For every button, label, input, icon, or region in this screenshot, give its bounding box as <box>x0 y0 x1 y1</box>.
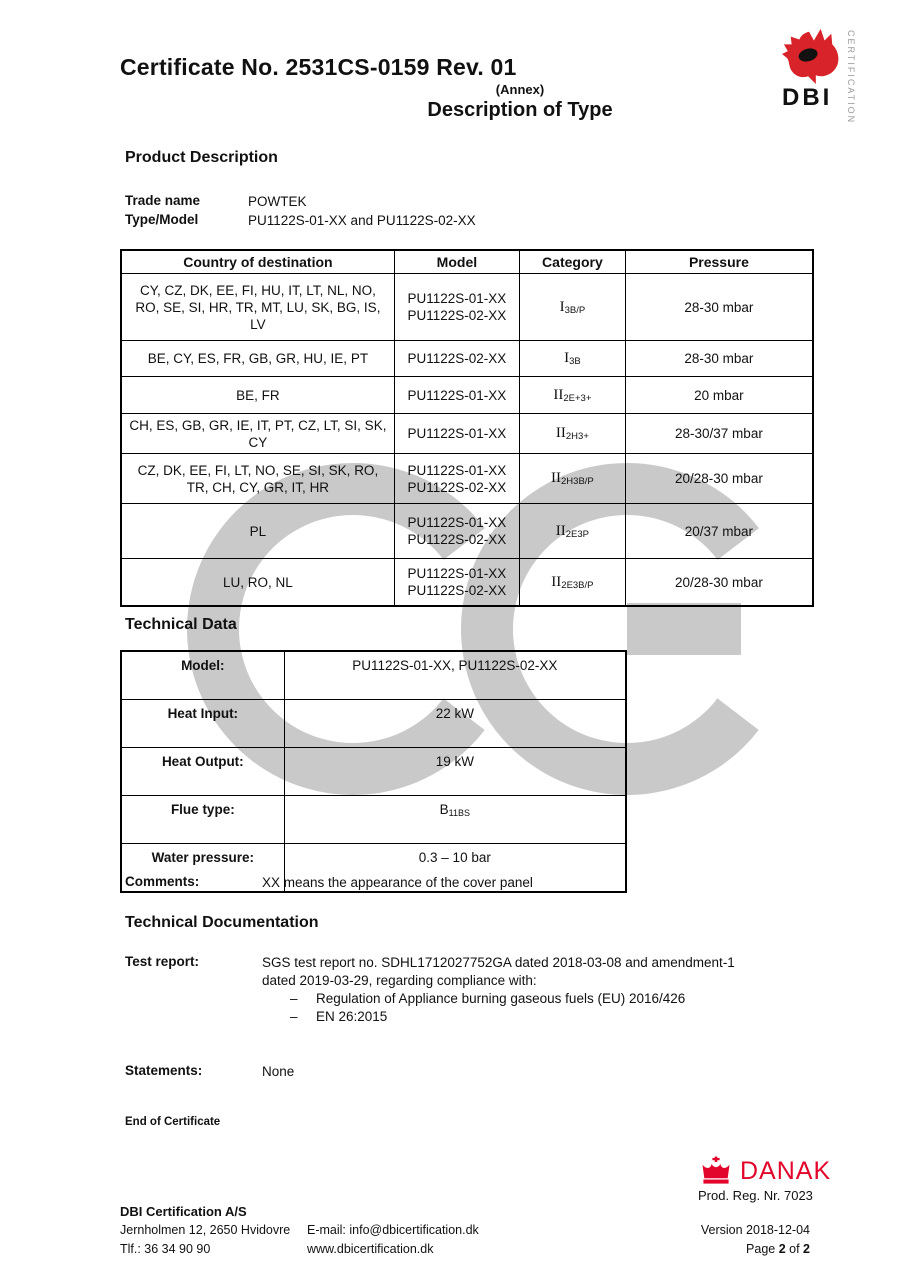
model-line: PU1122S-02-XX <box>407 532 507 547</box>
pressure-cell: 28-30 mbar <box>625 274 813 341</box>
pressure-cell: 20/37 mbar <box>625 504 813 559</box>
countries-cell: PL <box>121 504 394 559</box>
category-main: I <box>564 350 570 366</box>
model-cell <box>394 274 519 341</box>
model-cell <box>394 454 519 504</box>
countries-cell: CY, CZ, DK, EE, FI, HU, IT, LT, NL, NO, RO, SE, SI, HR, TR, MT, LU, SK, BG, IS, LV <box>121 274 394 341</box>
category-cell <box>519 341 625 377</box>
model-cell <box>394 504 519 559</box>
dbi-logo <box>780 26 890 125</box>
category-main: II <box>551 470 562 486</box>
danak-logo <box>698 1156 838 1203</box>
bullet-item <box>290 1008 837 1026</box>
model-line: PU1122S-02-XX <box>407 351 507 366</box>
annex-label: (Annex) <box>495 82 545 97</box>
pressure-cell: 20/28-30 mbar <box>625 454 813 504</box>
test-report-line: SGS test report no. SDHL1712027752GA dated 2018-03-08 and amendment-1 <box>262 955 735 970</box>
technical-documentation-heading: Technical Documentation <box>125 914 319 931</box>
countries-cell: BE, CY, ES, FR, GB, GR, HU, IE, PT <box>121 341 394 377</box>
table-row <box>121 414 813 454</box>
trade-name-label: Trade name <box>125 193 201 208</box>
category-subscript: 2H3B/P <box>561 476 594 487</box>
prod-reg-number: Prod. Reg. Nr. 7023 <box>698 1188 813 1203</box>
table-row <box>121 651 626 700</box>
tech-value: 19 kW <box>284 748 626 796</box>
footer-address: Jernholmen 12, 2650 Hvidovre <box>120 1223 291 1237</box>
header-category: Category <box>519 250 625 274</box>
category-main: II <box>555 425 566 441</box>
model-cell <box>394 559 519 607</box>
type-model-value: PU1122S-01-XX and PU1122S-02-XX <box>248 213 476 228</box>
page-mid: of <box>785 1242 804 1256</box>
countries-cell: CH, ES, GB, GR, IE, IT, PT, CZ, LT, SI, SK, CY <box>121 414 394 454</box>
bullet-text: EN 26:2015 <box>316 1009 388 1024</box>
category-main: II <box>555 522 566 539</box>
model-line: PU1122S-01-XX <box>407 462 507 478</box>
dbi-logo-text: DBI <box>782 84 833 111</box>
pressure-cell: 28-30 mbar <box>625 341 813 377</box>
countries-cell: BE, FR <box>121 377 394 414</box>
product-description-heading: Product Description <box>125 149 278 166</box>
table-row <box>121 700 626 748</box>
document-type-title: Description of Type <box>427 99 613 121</box>
model-line: PU1122S-01-XX <box>407 387 507 403</box>
tech-value <box>284 796 626 844</box>
model-cell <box>394 414 519 454</box>
table-row <box>121 796 626 844</box>
category-main: I <box>559 298 565 315</box>
category-cell <box>519 454 625 504</box>
tech-label: Model: <box>121 651 284 700</box>
category-subscript: 2E+3+ <box>563 392 592 404</box>
header-pressure: Pressure <box>625 250 813 274</box>
model-line: PU1122S-02-XX <box>407 583 507 598</box>
category-cell <box>519 504 625 559</box>
model-line: PU1122S-01-XX <box>407 426 507 441</box>
end-of-certificate-label: End of Certificate <box>125 1116 221 1128</box>
flue-type-subscript: 11BS <box>448 808 470 818</box>
category-cell <box>519 414 625 454</box>
pressure-cell: 20/28-30 mbar <box>625 559 813 607</box>
tech-value: 22 kW <box>284 700 626 748</box>
pressure-cell: 28-30/37 mbar <box>625 414 813 454</box>
table-row <box>121 748 626 796</box>
page-number: 2 <box>778 1242 786 1256</box>
table-header-row <box>121 250 813 274</box>
pressure-cell: 20 mbar <box>625 377 813 414</box>
category-subscript: 3B/P <box>564 304 586 316</box>
footer-page-number <box>610 1242 810 1256</box>
model-line: PU1122S-01-XX <box>407 291 507 306</box>
category-subscript: 2E3B/P <box>561 579 594 591</box>
technical-data-heading: Technical Data <box>125 616 237 633</box>
tech-label: Flue type: <box>121 796 284 844</box>
trade-name-value: POWTEK <box>248 194 307 209</box>
table-row <box>121 454 813 504</box>
statements-value: None <box>262 1064 295 1079</box>
crown-icon <box>698 1156 734 1186</box>
bullet-text: Regulation of Appliance burning gaseous fuels (EU) 2016/426 <box>316 991 686 1006</box>
technical-data-table <box>120 650 627 893</box>
header-country: Country of destination <box>121 250 394 274</box>
bullet-dash: – <box>290 991 298 1006</box>
footer-company: DBI Certification A/S <box>120 1204 247 1219</box>
countries-cell: CZ, DK, EE, FI, LT, NO, SE, SI, SK, RO, TR, CH, CY, GR, IT, HR <box>121 454 394 504</box>
category-subscript: 2H3+ <box>565 431 589 442</box>
dbi-flame-icon <box>780 26 842 84</box>
bullet-dash: – <box>290 1009 298 1024</box>
category-cell <box>519 377 625 414</box>
category-main: II <box>553 386 564 403</box>
table-row <box>121 341 813 377</box>
header-model: Model <box>394 250 519 274</box>
footer-website: www.dbicertification.dk <box>307 1242 434 1256</box>
category-subscript: 3B <box>569 356 581 367</box>
category-subscript: 2E3P <box>565 528 590 540</box>
danak-row <box>698 1156 838 1186</box>
category-cell <box>519 559 625 607</box>
country-destination-table <box>120 249 814 607</box>
footer-phone: Tlf.: 36 34 90 90 <box>120 1242 211 1256</box>
test-report-label: Test report: <box>125 954 200 969</box>
statements-label: Statements: <box>125 1063 203 1078</box>
tech-label: Heat Input: <box>121 700 284 748</box>
model-line: PU1122S-01-XX <box>407 515 507 530</box>
model-line: PU1122S-02-XX <box>407 308 507 323</box>
danak-text: DANAK <box>740 1156 832 1185</box>
table-row <box>121 504 813 559</box>
type-model-label: Type/Model <box>125 212 199 227</box>
table-row <box>121 274 813 341</box>
footer-version: Version 2018-12-04 <box>700 1223 810 1237</box>
footer-email: E-mail: info@dbicertification.dk <box>307 1223 479 1237</box>
table-row <box>121 559 813 607</box>
comments-label: Comments: <box>125 874 200 889</box>
page-prefix: Page <box>746 1242 779 1256</box>
countries-cell: LU, RO, NL <box>121 559 394 607</box>
test-report-line: dated 2019-03-29, regarding compliance with: <box>262 973 537 988</box>
page-total: 2 <box>803 1242 810 1256</box>
tech-label: Heat Output: <box>121 748 284 796</box>
flue-type-main: B <box>439 802 449 817</box>
model-line: PU1122S-02-XX <box>407 479 507 495</box>
tech-value: PU1122S-01-XX, PU1122S-02-XX <box>284 651 626 700</box>
tech-label: Water pressure: <box>121 844 284 893</box>
model-line: PU1122S-01-XX <box>407 566 507 581</box>
tech-value: 0.3 – 10 bar <box>284 844 626 893</box>
test-report-text <box>262 954 837 1026</box>
table-row <box>121 377 813 414</box>
model-cell <box>394 377 519 414</box>
bullet-item <box>290 990 837 1008</box>
category-cell <box>519 274 625 341</box>
certificate-title: Certificate No. 2531CS-0159 Rev. 01 <box>120 54 517 80</box>
model-cell <box>394 341 519 377</box>
comments-value: XX means the appearance of the cover panel <box>262 875 533 890</box>
category-main: II <box>551 573 562 590</box>
dbi-certification-text: CERTIFICATION <box>846 30 856 125</box>
